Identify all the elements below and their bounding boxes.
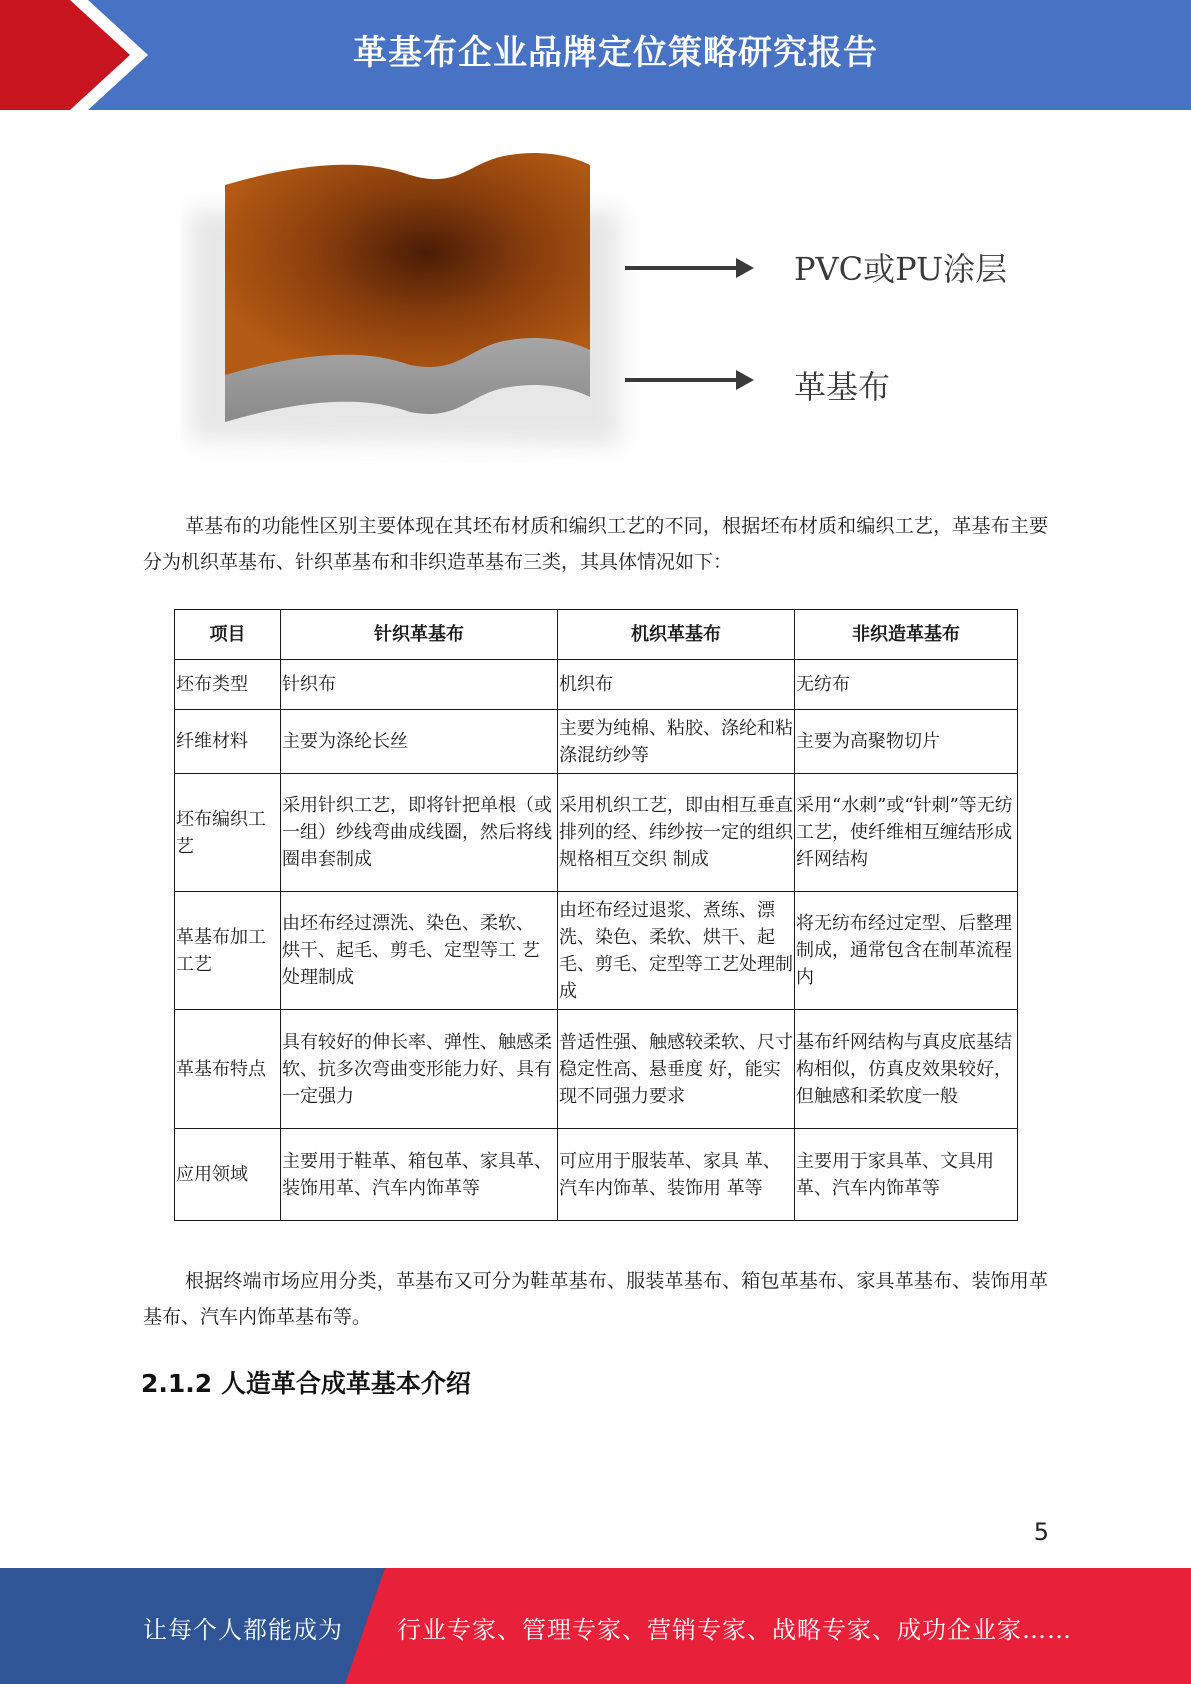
table-row bbox=[175, 892, 1018, 1010]
table-cell: 主要为高聚物切片 bbox=[795, 710, 1018, 774]
table-cell: 采用针织工艺，即将针把单根（或一组）纱线弯曲成线圈，然后将线圈串套制成 bbox=[281, 774, 558, 892]
table-cell: 基布纤网结构与真皮底基结构相似，仿真皮效果较好，但触感和柔软度一般 bbox=[795, 1010, 1018, 1129]
table-cell: 采用“水刺”或“针刺”等无纺工艺，使纤维相互缠结形成纤网结构 bbox=[795, 774, 1018, 892]
intro-paragraph: 革基布的功能性区别主要体现在其坯布材质和编织工艺的不同，根据坯布材质和编织工艺，革基布主要分为机织革基布、针织革基布和非织造革基布三类，其具体情况如下： bbox=[143, 515, 1048, 573]
coating-layer-label: PVC或PU涂层 bbox=[794, 250, 1008, 288]
table-row bbox=[175, 1129, 1018, 1221]
table-cell: 将无纺布经过定型、后整理制成，通常包含在制革流程内 bbox=[795, 892, 1018, 1010]
table-cell: 可应用于服装革、家具 革、汽车内饰革、装饰用 革等 bbox=[558, 1129, 795, 1221]
table-cell: 纤维材料 bbox=[175, 710, 281, 774]
table-cell: 主要用于家具革、文具用革、汽车内饰革等 bbox=[795, 1129, 1018, 1221]
footer-slogan-right: 行业专家、管理专家、营销专家、战略专家、成功企业家…… bbox=[397, 1616, 1072, 1644]
table-cell: 具有较好的伸长率、弹性、触感柔软、抗多次弯曲变形能力好、具有一定强力 bbox=[281, 1010, 558, 1129]
table-cell: 主要为涤纶长丝 bbox=[281, 710, 558, 774]
table-cell: 坯布编织工艺 bbox=[175, 774, 281, 892]
header-item: 项目 bbox=[175, 610, 281, 660]
page-number: 5 bbox=[1033, 1518, 1049, 1546]
table-row bbox=[175, 774, 1018, 892]
table-cell: 由坯布经过漂洗、染色、柔软、 烘干、起毛、剪毛、定型等工 艺处理制成 bbox=[281, 892, 558, 1010]
table-cell: 坯布类型 bbox=[175, 660, 281, 710]
header-band bbox=[0, 0, 1191, 110]
table-cell: 革基布特点 bbox=[175, 1010, 281, 1129]
table-cell: 无纺布 bbox=[795, 660, 1018, 710]
header-woven: 机织革基布 bbox=[558, 610, 795, 660]
table-row bbox=[175, 660, 1018, 710]
base-fabric-label: 革基布 bbox=[794, 368, 891, 406]
classification-paragraph: 根据终端市场应用分类，革基布又可分为鞋革基布、服装革基布、箱包革基布、家具革基布、装饰用革基布、汽车内饰革基布等。 bbox=[143, 1270, 1048, 1328]
footer-slogan-left: 让每个人都能成为 bbox=[143, 1616, 343, 1644]
header-nonwoven: 非织造革基布 bbox=[795, 610, 1018, 660]
table-row bbox=[175, 1010, 1018, 1129]
table-cell: 主要用于鞋革、箱包革、家具革、装饰用革、汽车内饰革等 bbox=[281, 1129, 558, 1221]
table-row bbox=[175, 710, 1018, 774]
table-cell: 应用领域 bbox=[175, 1129, 281, 1221]
table-cell: 机织布 bbox=[558, 660, 795, 710]
table-cell: 主要为纯棉、粘胶、涤纶和粘涤混纺纱等 bbox=[558, 710, 795, 774]
layer-structure-illustration bbox=[180, 150, 1030, 470]
table-cell: 采用机织工艺，即由相互垂直排列的经、纬纱按一定的组织规格相互交织 制成 bbox=[558, 774, 795, 892]
table-cell: 由坯布经过退浆、煮练、漂洗、染色、柔软、烘干、起毛、剪毛、定型等工艺处理制成 bbox=[558, 892, 795, 1010]
table-cell: 针织布 bbox=[281, 660, 558, 710]
table-header-row bbox=[175, 610, 1018, 660]
report-title: 革基布企业品牌定位策略研究报告 bbox=[353, 33, 878, 73]
fabric-comparison-table bbox=[174, 609, 1018, 1221]
table-cell: 普适性强、触感较柔软、尺寸稳定性高、悬垂度 好，能实现不同强力要求 bbox=[558, 1010, 795, 1129]
header-knitted: 针织革基布 bbox=[281, 610, 558, 660]
section-heading: 2.1.2 人造革合成革基本介绍 bbox=[141, 1369, 471, 1398]
fabric-layer-graphic bbox=[180, 150, 1030, 470]
table-cell: 革基布加工工艺 bbox=[175, 892, 281, 1010]
